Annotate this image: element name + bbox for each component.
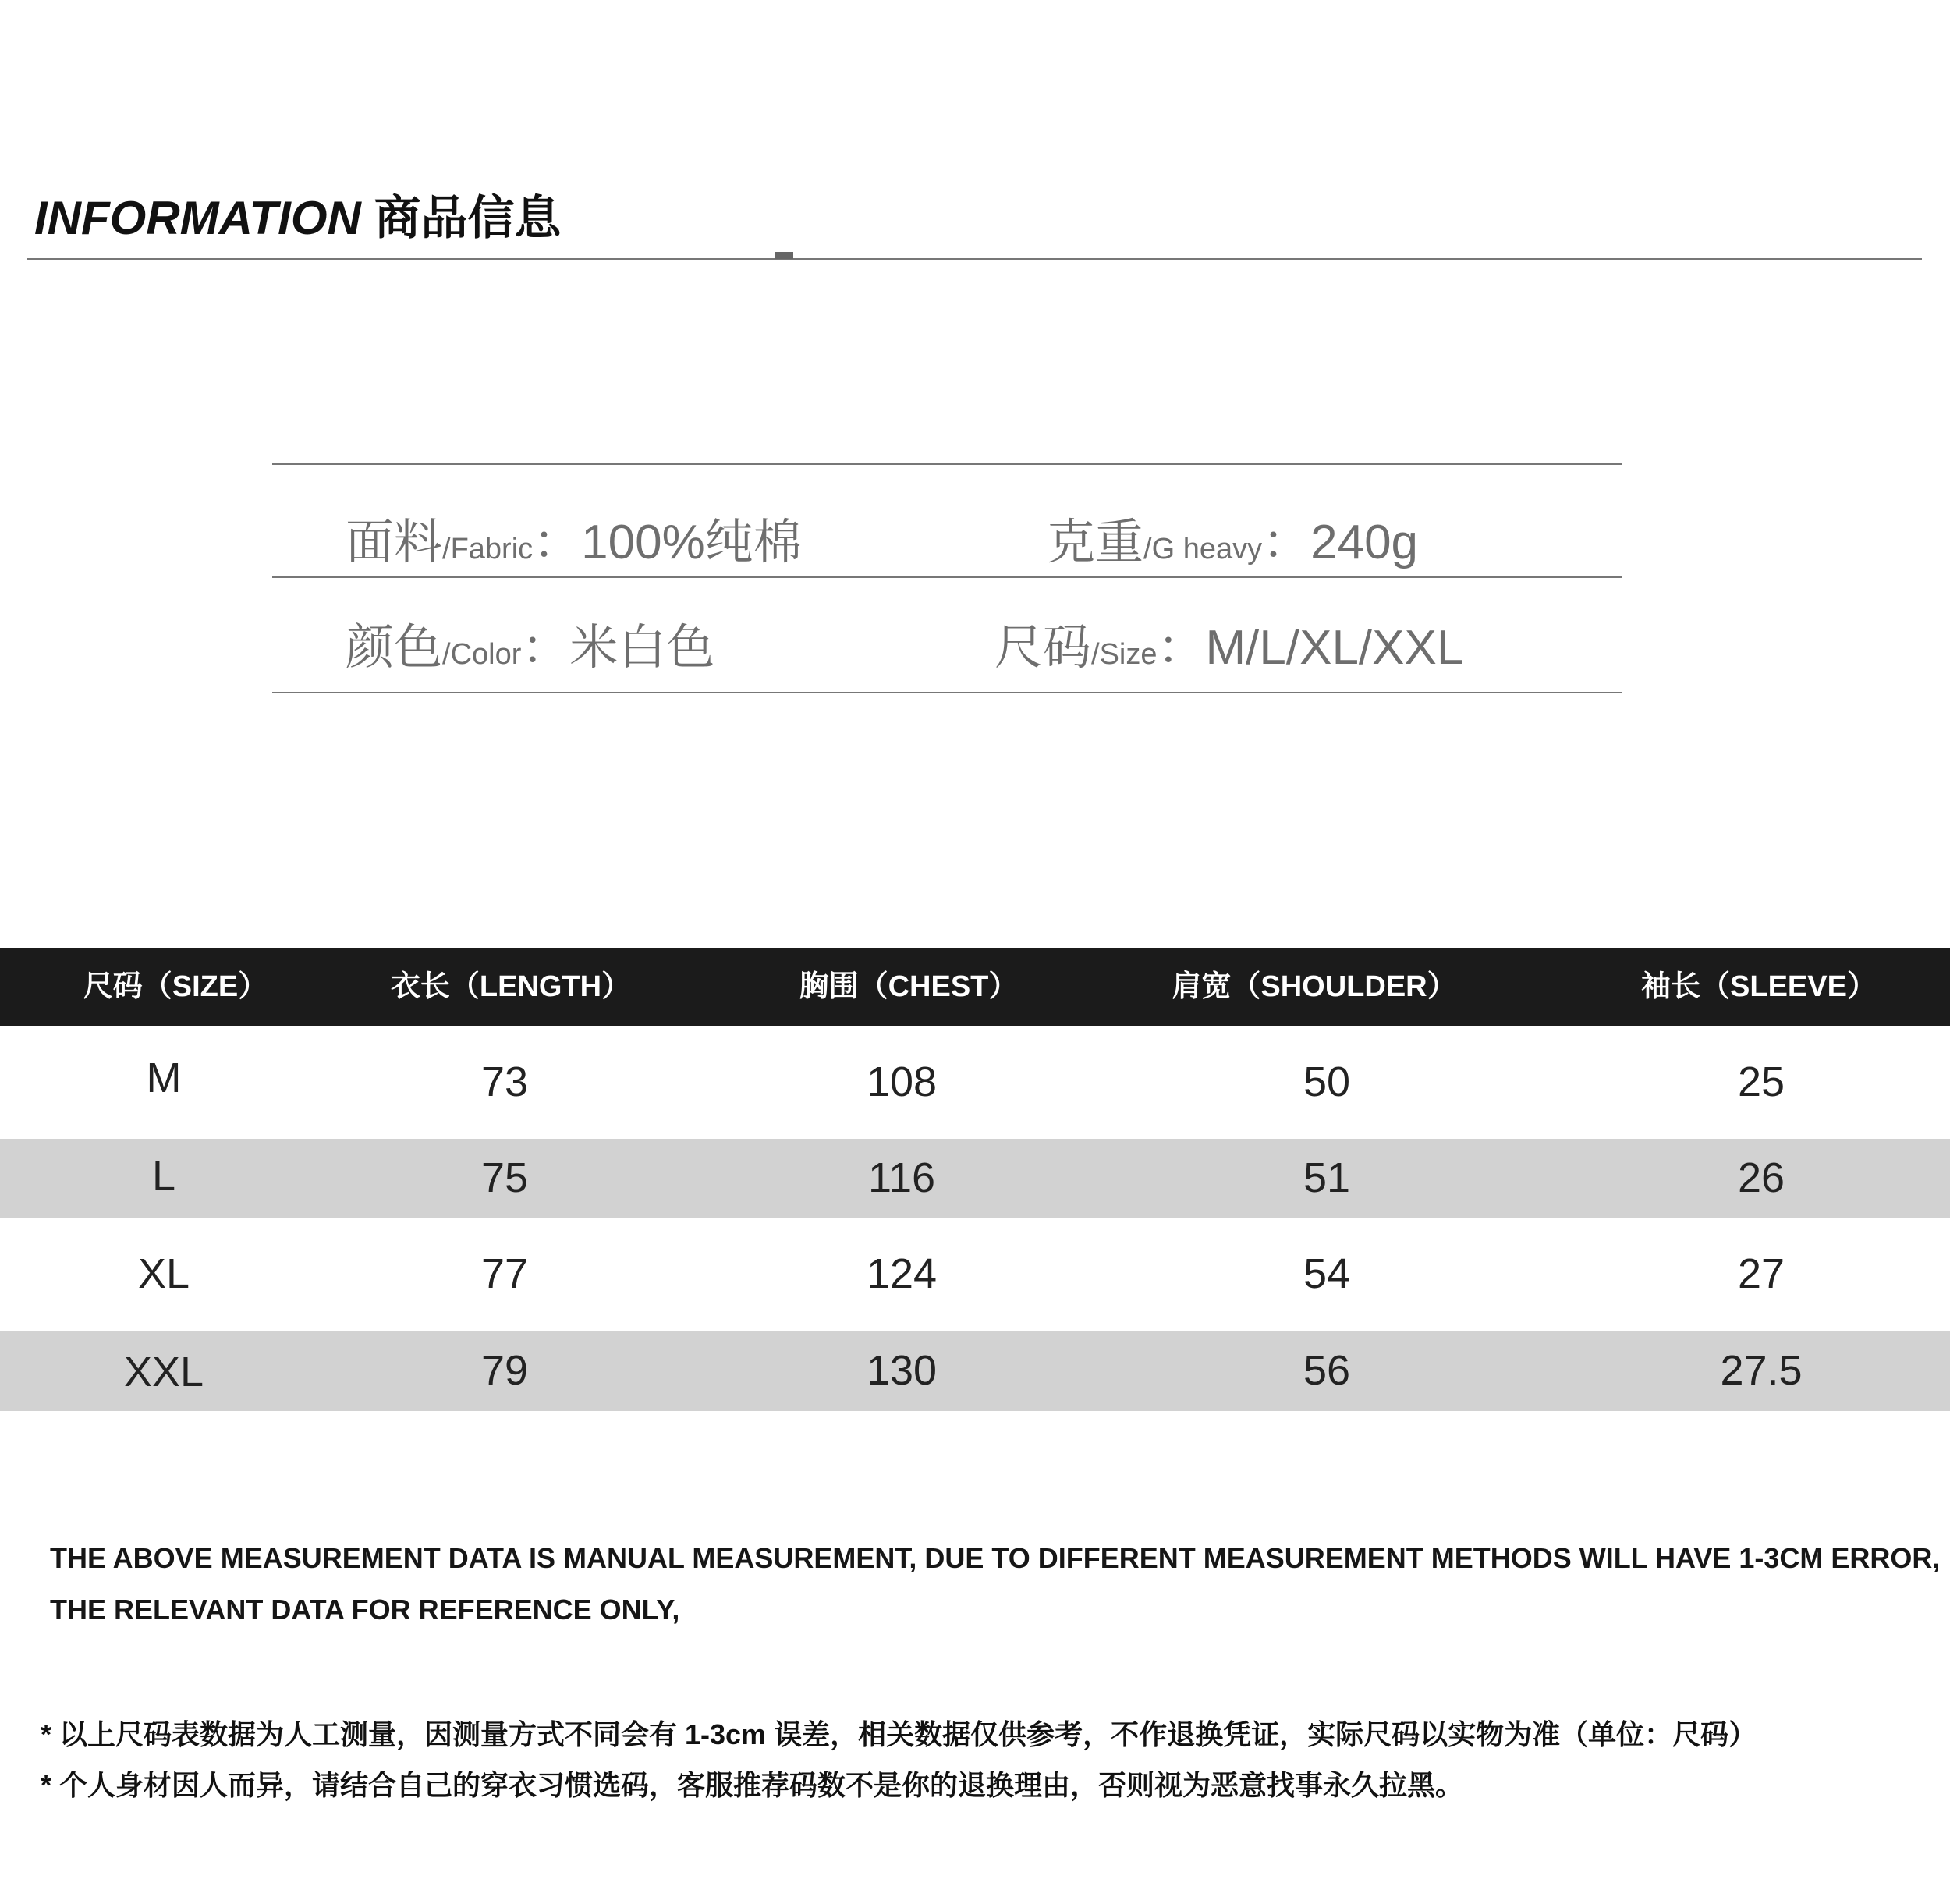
cell-shoulder: 51 [1303,1154,1351,1201]
cell-sleeve: 27 [1737,1250,1785,1297]
fabric-label-cn: 面料 [346,516,443,569]
header-sleeve: 袖长（SLEEVE） [1641,970,1877,1003]
size-separator: ： [1157,621,1206,675]
table-row [0,1331,1950,1411]
size-label-cn: 尺码 [994,621,1092,675]
info-size [994,608,1463,678]
size-value: M/L/XL/XXL [1205,621,1464,675]
header-shoulder: 肩宽（SHOULDER） [1172,970,1457,1003]
header-divider [27,258,1922,260]
color-label-en: /Color [442,638,522,671]
fabric-value: 100%纯棉 [581,516,802,569]
table-row [0,1218,1950,1331]
color-value: 米白色 [569,621,715,675]
size-table-header [0,948,1950,1026]
cell-chest: 130 [866,1347,938,1394]
cell-shoulder: 56 [1303,1347,1351,1394]
color-label-cn: 颜色 [346,621,443,675]
page-title-cn: 商品信息 [374,192,562,244]
header-length: 衣长（LENGTH） [390,970,632,1003]
cell-shoulder: 54 [1303,1250,1351,1297]
size-label-en: /Size [1091,638,1158,671]
cell-chest: 116 [867,1154,936,1201]
cell-length: 77 [480,1250,529,1297]
header-chest: 胸围（CHEST） [799,970,1019,1003]
cell-sleeve: 26 [1737,1154,1785,1201]
size-table [0,948,1950,1411]
fabric-label-en: /Fabric [442,533,534,566]
cell-length: 75 [480,1154,529,1201]
page-title [34,181,562,248]
info-middle-rule [272,576,1622,578]
note-cn-line1: * 以上尺码表数据为人工测量，因测量方式不同会有 1-3cm 误差，相关数据仅供参考，不作退换凭证，实际尺码以实物为准（单位：尺码） [41,1718,1757,1750]
cell-length: 79 [480,1347,529,1394]
weight-value: 240g [1310,516,1419,569]
info-color [346,608,714,678]
cell-length: 73 [480,1058,529,1105]
weight-separator: ： [1262,516,1311,569]
note-en-line1: THE ABOVE MEASUREMENT DATA IS MANUAL MEASUREMENT, DUE TO DIFFERENT MEASUREMENT METHODS WILL HAVE 1-3CM ERROR, [50,1542,1941,1574]
table-row [0,1139,1950,1218]
weight-label-cn: 克重 [1047,516,1144,569]
cell-chest: 124 [866,1250,938,1297]
color-separator: ： [521,621,570,675]
info-bottom-rule [272,692,1622,693]
cell-shoulder: 50 [1303,1058,1351,1105]
fabric-separator: ： [533,516,582,569]
weight-label-en: /G heavy [1143,533,1263,566]
header-size: 尺码（SIZE） [83,970,268,1003]
cell-size: XXL [123,1349,204,1395]
cell-size: L [151,1153,176,1200]
cell-size: XL [137,1250,190,1297]
header-divider-marker [775,252,793,259]
cell-chest: 108 [866,1058,938,1105]
info-weight [1047,503,1418,573]
note-en-line2: THE RELEVANT DATA FOR REFERENCE ONLY, [50,1594,680,1626]
table-row [0,1026,1950,1139]
note-cn-line2: * 个人身材因人而异，请结合自己的穿衣习惯选码，客服推荐码数不是你的退换理由，否则视为恶意找事永久拉黑。 [41,1769,1464,1801]
cell-sleeve: 25 [1737,1058,1785,1105]
cell-size: M [146,1055,182,1101]
info-top-rule [272,463,1622,465]
page-title-en: INFORMATION [34,192,361,244]
info-fabric [346,503,802,573]
cell-sleeve: 27.5 [1720,1347,1803,1394]
